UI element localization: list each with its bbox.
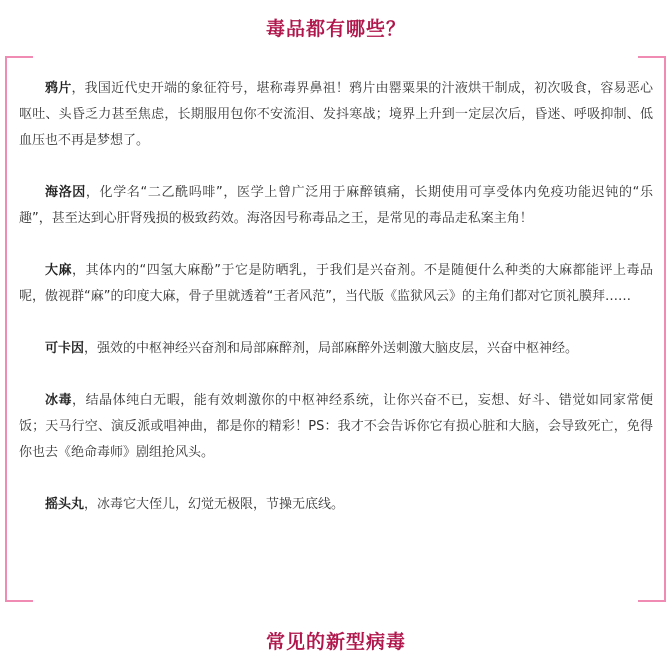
drug-name: 大麻 (45, 263, 73, 278)
next-section-title: 常见的新型病毒 (265, 631, 406, 653)
drug-description: ，结晶体纯白无暇，能有效刺激你的中枢神经系统，让你兴奋不已，妄想、好斗、错觉如同家常便饭；天马行空、演反派或唱神曲，都是你的精彩！PS：我才不会告诉你它有损心脏和大脑，会导致死亡，免得你也去《绝命毒师》剧组抢风头。 (19, 393, 653, 460)
drug-name: 海洛因 (45, 185, 86, 200)
drug-description: ，化学名“二乙酰吗啡”，医学上曾广泛用于麻醉镇痛，长期使用可享受体内免疫功能迟钝的“乐趣”，甚至达到心肝肾残损的极致药效。海洛因号称毒品之王，是常见的毒品走私案主角！ (19, 185, 653, 226)
drug-name: 鸦片 (45, 81, 72, 96)
drug-description: ，其体内的“四氢大麻酚”于它是防晒乳，于我们是兴奋剂。不是随便什么种类的大麻都能评上毒品呢，傲视群“麻”的印度大麻，骨子里就透着“王者风范”，当代版《监狱风云》的主角们都对它顶礼膜拜…… (19, 263, 653, 304)
drug-description: ，我国近代史开端的象征符号，堪称毒界鼻祖！鸦片由罂粟果的汁液烘干制成，初次吸食，容易恶心呕吐、头昏乏力甚至焦虑，长期服用包你不安流泪、发抖寒战；境界上升到一定层次后，昏迷、呼吸抑制、低血压也不再是梦想了。 (19, 81, 653, 148)
drug-paragraph-cannabis (19, 258, 653, 310)
drug-paragraph-ecstasy (19, 492, 653, 518)
drug-paragraph-cocaine (19, 336, 653, 362)
drug-paragraph-heroin (19, 180, 653, 232)
drug-description: ，强效的中枢神经兴奋剂和局部麻醉剂，局部麻醉外送刺激大脑皮层，兴奋中枢神经。 (84, 341, 579, 356)
drug-paragraph-opium (19, 76, 653, 154)
section-title: 毒品都有哪些？ (265, 18, 406, 40)
drug-name: 冰毒 (45, 393, 73, 408)
drug-description: ，冰毒它大侄儿，幻觉无极限，节操无底线。 (84, 497, 345, 512)
drug-list (19, 76, 653, 544)
drug-paragraph-meth (19, 388, 653, 466)
drug-name: 可卡因 (45, 341, 85, 356)
drug-name: 摇头丸 (45, 497, 85, 512)
